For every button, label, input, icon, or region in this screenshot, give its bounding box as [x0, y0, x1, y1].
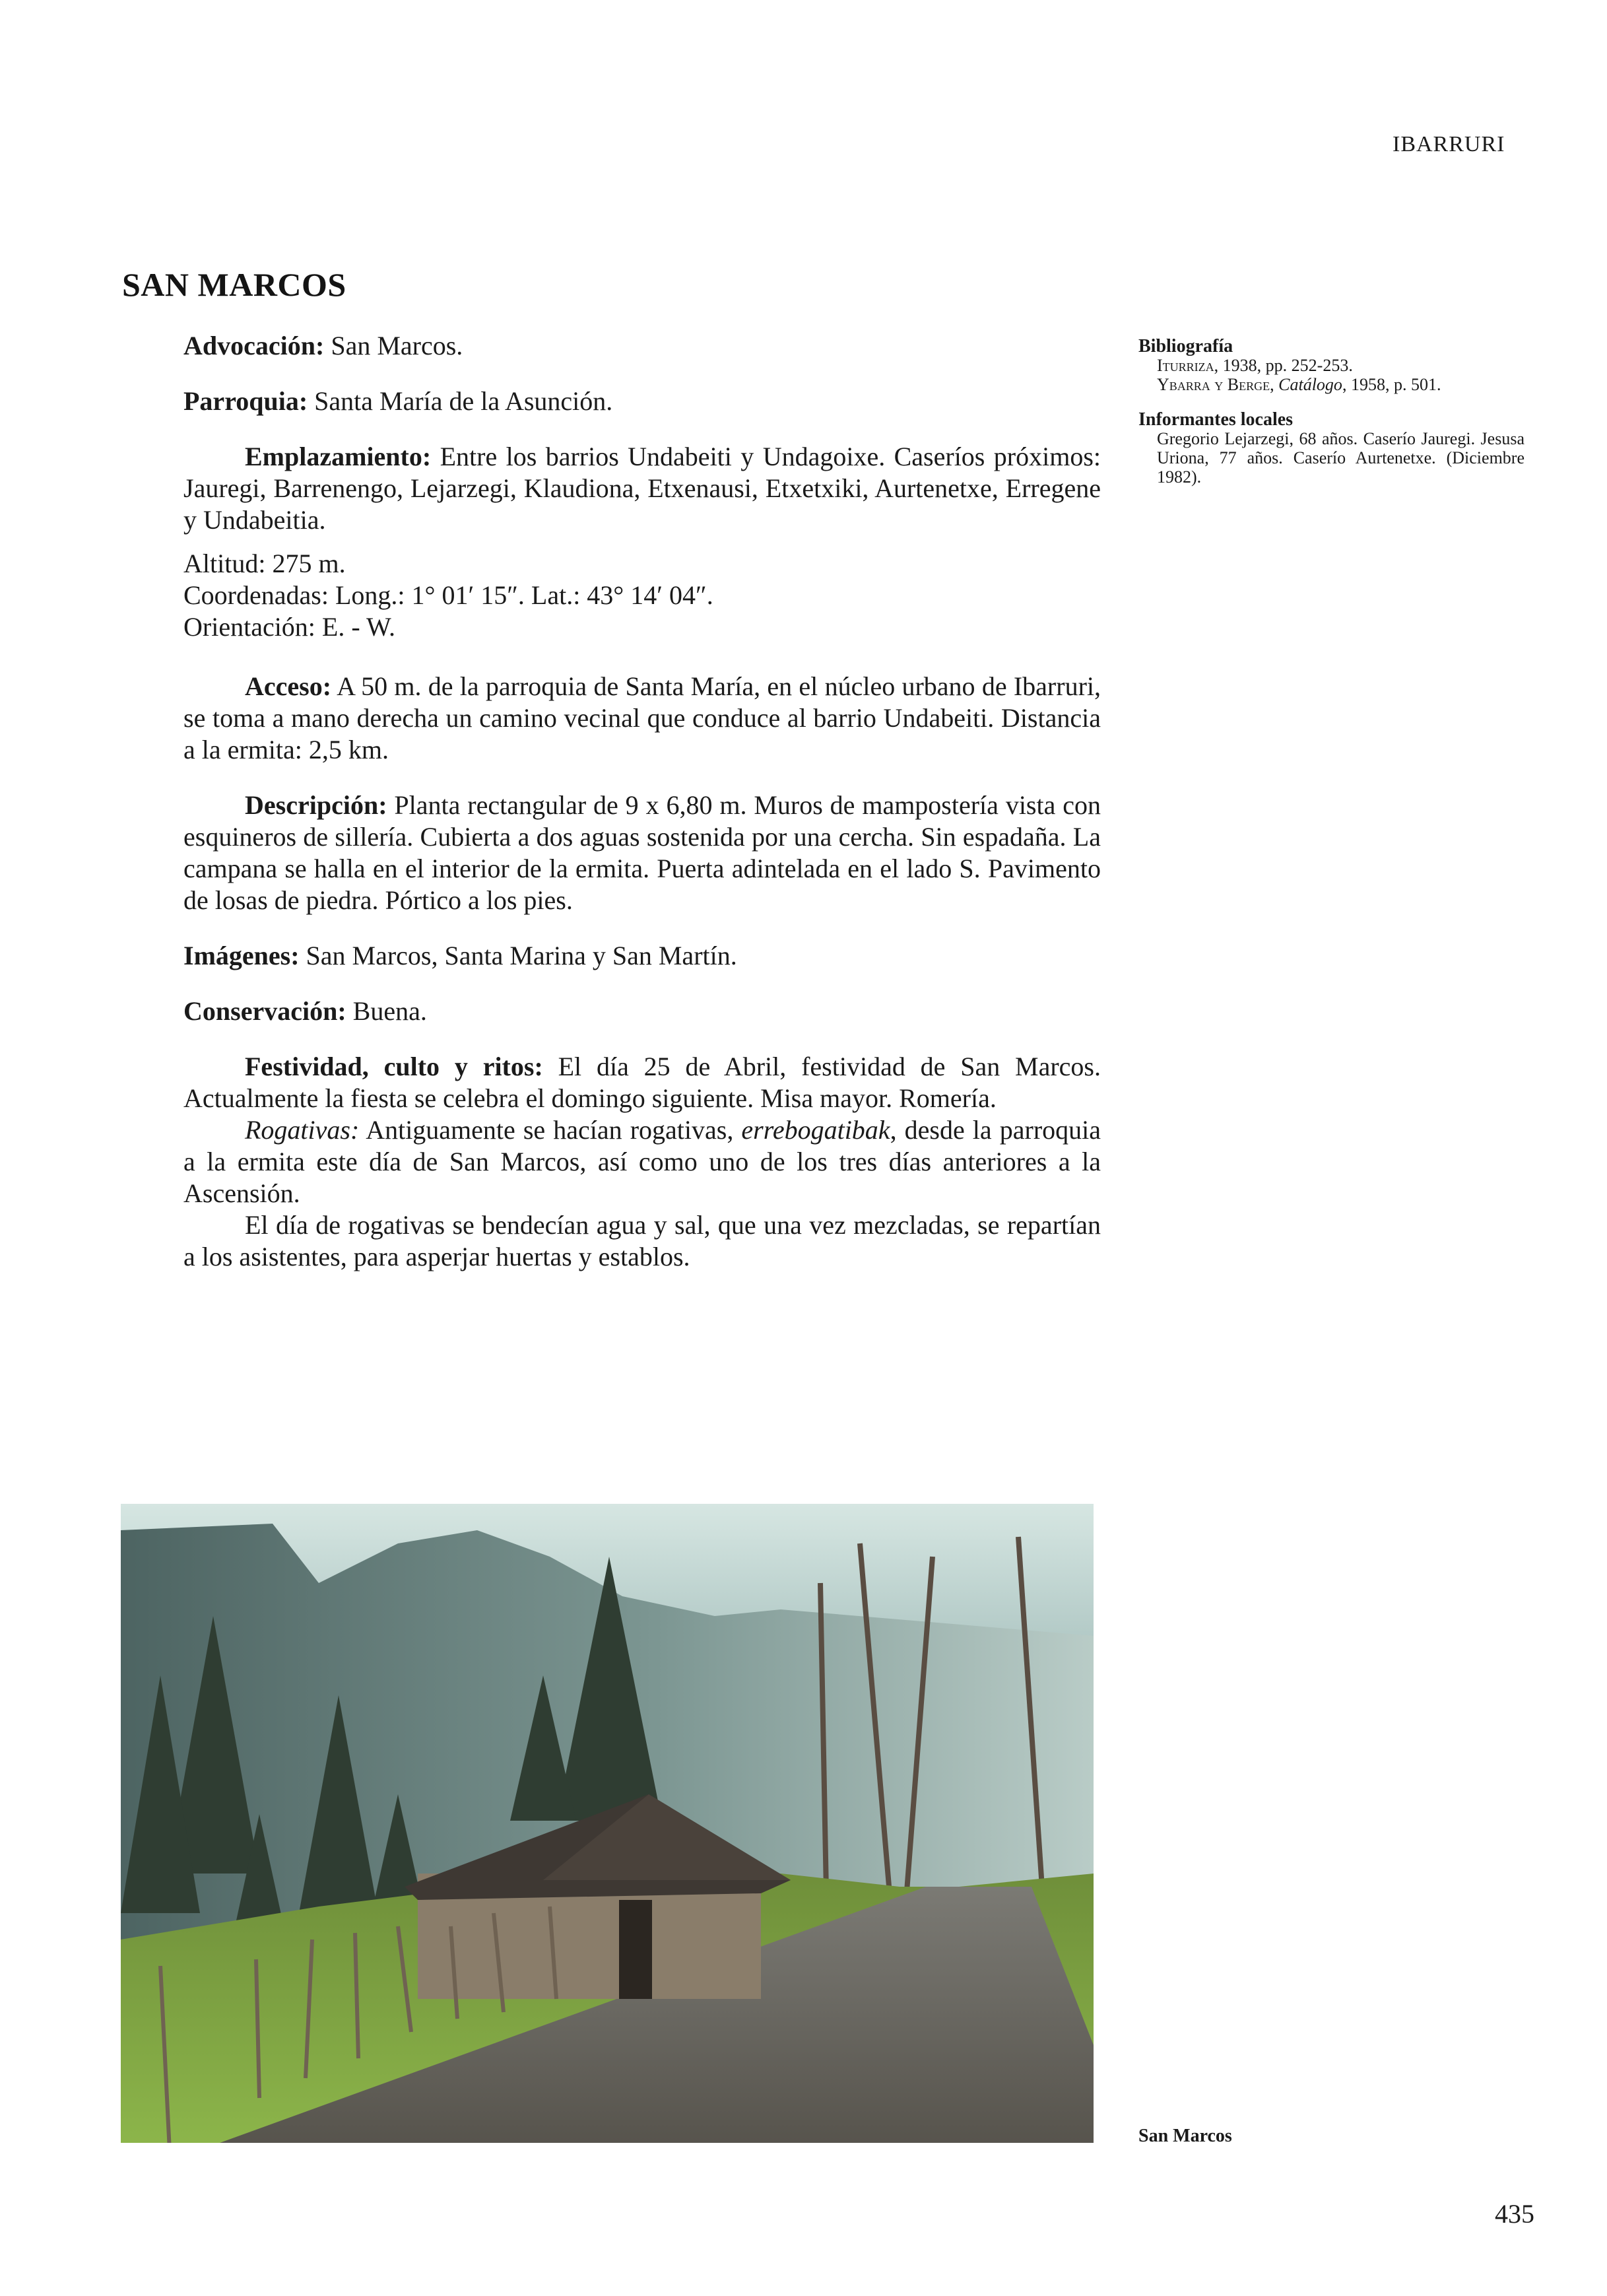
- bibliography-entry: [1157, 375, 1525, 394]
- rogativas-text-after: , desde la parroquia a la ermita este día de San Marcos, así como uno de los tres días anteriores a la Ascensión.: [183, 1115, 1101, 1208]
- imagenes-label: Imágenes:: [183, 941, 300, 970]
- page-number: 435: [1495, 2199, 1534, 2229]
- imagenes-value: San Marcos, Santa Marina y San Martín.: [306, 941, 737, 970]
- parroquia-label: Parroquia:: [183, 386, 308, 416]
- bibliography-author: Ybarra y Berge: [1157, 375, 1270, 394]
- acceso-value: A 50 m. de la parroquia de Santa María, en el núcleo urbano de Ibarruri, se toma a mano derecha un camino vecinal que conduce al barrio Undabeiti. Distancia a la ermita: 2,5 km.: [183, 671, 1101, 764]
- coordenadas: Coordenadas: Long.: 1° 01′ 15″. Lat.: 43° 14′ 04″.: [183, 580, 713, 610]
- parroquia-field: [183, 386, 1101, 417]
- bibliography-separator: ,: [1270, 375, 1279, 394]
- entry-title: SAN MARCOS: [122, 266, 346, 303]
- descripcion-label: Descripción:: [245, 790, 387, 820]
- emplazamiento-field: [183, 441, 1101, 536]
- sidebar-notes: [1138, 337, 1525, 487]
- acceso-label: Acceso:: [245, 671, 332, 701]
- descripcion-field: [183, 790, 1101, 916]
- descripcion-value: Planta rectangular de 9 x 6,80 m. Muros de mampostería vista con esquineros de sillería. Cubierta a dos aguas sostenida por una cercha. Sin espadaña. La campana se halla en el interior de la ermita. Puerta adintelada en el lado S. Pavimento de losas de piedra. Pórtico a los pies.: [183, 790, 1101, 915]
- main-text: [183, 330, 1101, 1273]
- bibliography-author: Iturriza: [1157, 356, 1214, 375]
- emplazamiento-value: Entre los barrios Undabeiti y Undagoixe. Caseríos próximos: Jauregi, Barrenengo, Lejarzegi, Klaudiona, Etxenausi, Etxetxiki, Aurtenetxe, Erregene y Undabeitia.: [183, 442, 1101, 535]
- hermitage-photo: [121, 1504, 1094, 2143]
- rogativas-term: errebogatibak: [741, 1115, 890, 1145]
- parroquia-value: Santa María de la Asunción.: [314, 386, 613, 416]
- advocacion-field: [183, 330, 1101, 362]
- bibliography-citation: , 1938, pp. 252-253.: [1214, 356, 1353, 375]
- festividad-label: Festividad, culto y ritos:: [245, 1052, 543, 1081]
- informantes-text: Gregorio Lejarzegi, 68 años. Caserío Jauregi. Jesusa Uriona, 77 años. Caserío Aurtenetxe. (Diciembre 1982).: [1157, 429, 1525, 487]
- acceso-field: [183, 671, 1101, 766]
- rogativas-paragraph: [183, 1114, 1101, 1209]
- altitud: Altitud: 275 m.: [183, 549, 346, 578]
- photo-caption: San Marcos: [1138, 2126, 1232, 2146]
- bibliografia-heading: Bibliografía: [1138, 336, 1233, 356]
- conservacion-label: Conservación:: [183, 996, 346, 1026]
- conservacion-field: [183, 996, 1101, 1027]
- hermitage-photo-illustration: [121, 1504, 1094, 2143]
- rogativas-paragraph-2: El día de rogativas se bendecían agua y sal, que una vez mezcladas, se repartían a los asistentes, para asperjar huertas y establos.: [183, 1210, 1101, 1271]
- emplazamiento-label: Emplazamiento:: [245, 442, 432, 471]
- location-block: [183, 548, 1101, 643]
- advocacion-value: San Marcos.: [331, 331, 463, 360]
- bibliography-entry: [1157, 356, 1525, 375]
- orientacion: Orientación: E. - W.: [183, 612, 396, 642]
- conservacion-value: Buena.: [352, 996, 427, 1026]
- informantes-heading: Informantes locales: [1138, 409, 1294, 430]
- running-head: IBARRURI: [1393, 132, 1505, 156]
- bibliography-citation: , 1958, p. 501.: [1342, 375, 1441, 394]
- bibliography-title: Catálogo: [1278, 375, 1342, 394]
- festividad-field: [183, 1051, 1101, 1114]
- rogativas-text-before: Antiguamente se hacían rogativas,: [366, 1115, 734, 1145]
- festividad-value: El día 25 de Abril, festividad de San Marcos. Actualmente la fiesta se celebra el domingo siguiente. Misa mayor. Romería.: [183, 1052, 1101, 1113]
- imagenes-field: [183, 940, 1101, 972]
- advocacion-label: Advocación:: [183, 331, 325, 360]
- rogativas-label: Rogativas:: [245, 1115, 360, 1145]
